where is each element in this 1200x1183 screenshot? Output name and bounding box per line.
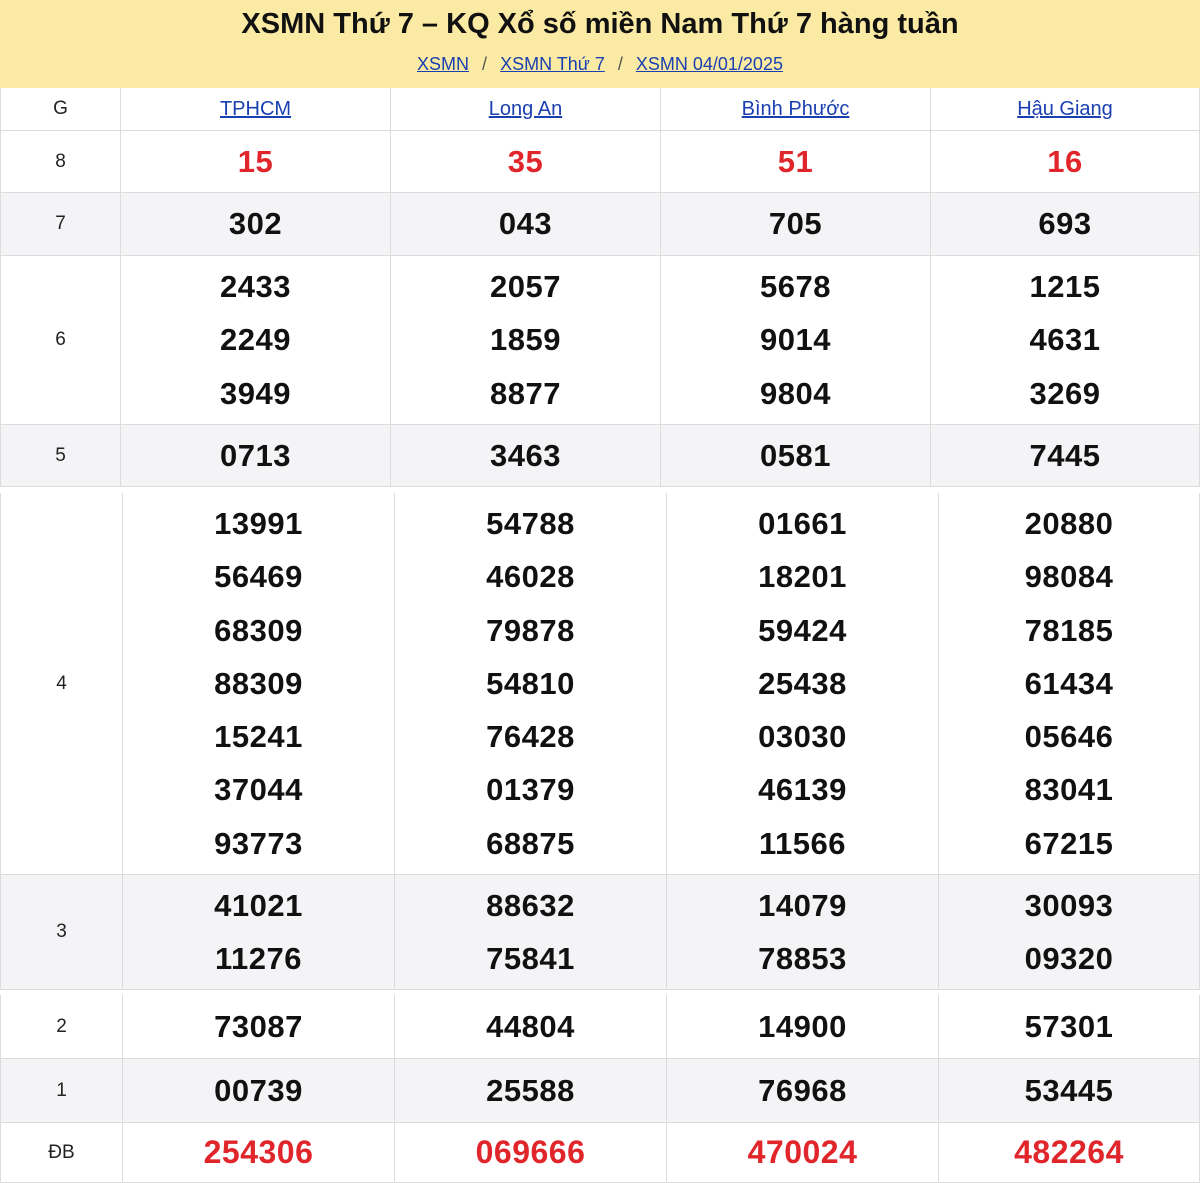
result-number: 1215 xyxy=(1029,269,1101,305)
prize-row xyxy=(0,193,1200,256)
result-cell xyxy=(938,1123,1200,1182)
result-cell xyxy=(390,193,660,255)
result-cell xyxy=(390,256,660,424)
result-cell xyxy=(660,131,930,192)
highlight-number: 254306 xyxy=(203,1133,314,1170)
result-number: 98084 xyxy=(1024,559,1114,595)
prize-label-cell xyxy=(0,875,122,989)
result-cell xyxy=(930,425,1200,486)
prize-label-cell xyxy=(0,493,122,874)
prize-label-cell xyxy=(0,1123,122,1182)
result-number: 11276 xyxy=(215,941,302,976)
result-number: 09320 xyxy=(1024,941,1114,976)
prize-label-cell xyxy=(0,1059,122,1122)
page-title: XSMN Thứ 7 – KQ Xổ số miền Nam Thứ 7 hàng tuần xyxy=(241,8,959,40)
result-cell xyxy=(122,875,394,989)
breadcrumb xyxy=(0,52,1200,76)
result-number: 54788 xyxy=(486,505,575,541)
breadcrumb-xsmn[interactable]: XSMN xyxy=(417,54,470,74)
result-number: 01379 xyxy=(486,772,575,808)
result-cell xyxy=(122,493,394,874)
result-cell xyxy=(120,131,390,192)
province-link[interactable]: Long An xyxy=(488,97,563,120)
result-number: 15241 xyxy=(214,719,303,755)
result-number: 13991 xyxy=(214,505,303,541)
result-number: 2433 xyxy=(220,269,291,305)
province-link[interactable]: TPHCM xyxy=(219,97,292,120)
result-number: 693 xyxy=(1038,206,1092,242)
result-number: 03030 xyxy=(758,719,847,755)
prize-row xyxy=(0,131,1200,193)
prize-row xyxy=(0,425,1200,487)
province-column-header xyxy=(120,88,390,130)
result-number: 79878 xyxy=(486,612,575,648)
result-cell xyxy=(120,425,390,486)
breadcrumb-xsmn-thu-7[interactable]: XSMN Thứ 7 xyxy=(500,54,605,74)
result-number: 14079 xyxy=(758,887,847,923)
result-number: 14900 xyxy=(758,1008,847,1044)
highlight-number: 35 xyxy=(507,143,544,179)
result-number: 2249 xyxy=(220,322,291,358)
result-cell xyxy=(666,1123,938,1182)
province-column-header xyxy=(390,88,660,130)
result-cell xyxy=(122,1059,394,1122)
result-number: 00739 xyxy=(214,1072,303,1108)
prize-label: ĐB xyxy=(48,1141,75,1163)
result-number: 5678 xyxy=(760,269,831,305)
result-cell xyxy=(930,193,1200,255)
breadcrumb-xsmn-date[interactable]: XSMN 04/01/2025 xyxy=(635,54,783,74)
result-number: 9014 xyxy=(760,322,831,358)
results-table xyxy=(0,88,1200,1183)
prize-label: 2 xyxy=(56,1015,67,1037)
province-column-header xyxy=(660,88,930,130)
result-cell xyxy=(666,875,938,989)
result-number: 043 xyxy=(498,206,553,242)
prize-label: 4 xyxy=(56,672,67,694)
prize-row xyxy=(0,995,1200,1059)
result-number: 56469 xyxy=(214,559,303,595)
prize-label: 3 xyxy=(56,921,67,942)
result-cell xyxy=(390,425,660,486)
highlight-number: 470024 xyxy=(747,1133,858,1170)
result-number: 46028 xyxy=(486,559,575,595)
result-cell xyxy=(666,995,938,1058)
prize-label: 1 xyxy=(56,1079,67,1101)
result-number: 7445 xyxy=(1029,437,1101,473)
result-number: 78185 xyxy=(1024,612,1114,648)
highlight-number: 069666 xyxy=(475,1133,586,1170)
prize-row xyxy=(0,256,1200,425)
prize-label-cell xyxy=(0,193,120,255)
prize-row xyxy=(0,875,1200,990)
result-cell xyxy=(390,131,660,192)
result-number: 18201 xyxy=(758,559,847,595)
result-cell xyxy=(394,1059,666,1122)
result-number: 3269 xyxy=(1029,375,1101,411)
result-number: 30093 xyxy=(1024,887,1114,923)
result-cell xyxy=(938,1059,1200,1122)
result-number: 0713 xyxy=(220,437,291,473)
highlight-number: 16 xyxy=(1047,143,1083,179)
result-number: 705 xyxy=(768,206,823,242)
result-number: 88632 xyxy=(486,887,575,923)
province-link[interactable]: Hậu Giang xyxy=(1017,97,1113,120)
page-header xyxy=(0,0,1200,88)
prize-label: 6 xyxy=(55,329,66,350)
result-number: 68309 xyxy=(214,612,303,648)
breadcrumb-separator: / xyxy=(617,54,623,74)
prize-column-header xyxy=(0,88,120,130)
highlight-number: 51 xyxy=(777,143,814,179)
result-cell xyxy=(394,995,666,1058)
result-number: 59424 xyxy=(758,612,847,648)
result-number: 57301 xyxy=(1024,1008,1114,1044)
result-cell xyxy=(660,193,930,255)
result-number: 1859 xyxy=(490,322,561,358)
province-column-header xyxy=(930,88,1200,130)
highlight-number: 482264 xyxy=(1014,1133,1124,1170)
prize-row xyxy=(0,1123,1200,1183)
result-number: 3463 xyxy=(490,437,561,473)
result-number: 46139 xyxy=(758,772,847,808)
result-number: 44804 xyxy=(486,1008,575,1044)
prize-row xyxy=(0,493,1200,875)
result-cell xyxy=(120,193,390,255)
result-number: 76968 xyxy=(758,1072,847,1108)
result-number: 4631 xyxy=(1029,322,1101,358)
result-number: 78853 xyxy=(758,941,847,976)
result-number: 8877 xyxy=(490,375,561,411)
result-cell xyxy=(394,875,666,989)
result-number: 3949 xyxy=(220,375,291,411)
result-number: 20880 xyxy=(1024,505,1114,541)
result-number: 76428 xyxy=(486,719,575,755)
prize-label: 5 xyxy=(55,444,66,466)
result-number: 25438 xyxy=(758,665,847,701)
prize-column-label: G xyxy=(53,98,68,119)
result-number: 05646 xyxy=(1024,719,1114,755)
result-number: 25588 xyxy=(486,1072,575,1108)
result-number: 61434 xyxy=(1024,665,1114,701)
result-cell xyxy=(122,1123,394,1182)
highlight-number: 15 xyxy=(237,143,274,179)
result-number: 0581 xyxy=(760,437,831,473)
result-number: 2057 xyxy=(490,269,561,305)
result-cell xyxy=(660,425,930,486)
prize-row xyxy=(0,1059,1200,1123)
result-cell xyxy=(120,256,390,424)
result-number: 9804 xyxy=(760,375,831,411)
result-cell xyxy=(394,493,666,874)
result-cell xyxy=(938,875,1200,989)
result-cell xyxy=(394,1123,666,1182)
result-cell xyxy=(938,493,1200,874)
result-number: 67215 xyxy=(1024,825,1114,861)
result-number: 93773 xyxy=(214,825,303,861)
result-number: 37044 xyxy=(214,772,303,808)
result-number: 75841 xyxy=(486,941,575,976)
prize-label-cell xyxy=(0,131,120,192)
result-cell xyxy=(938,995,1200,1058)
prize-label-cell xyxy=(0,425,120,486)
result-number: 302 xyxy=(228,206,283,242)
result-number: 68875 xyxy=(486,825,575,861)
result-number: 01661 xyxy=(758,505,847,541)
prize-label-cell xyxy=(0,995,122,1058)
result-number: 54810 xyxy=(486,665,575,701)
prize-label: 8 xyxy=(55,150,66,172)
result-number: 53445 xyxy=(1024,1072,1114,1108)
result-cell xyxy=(930,256,1200,424)
province-link[interactable]: Bình Phước xyxy=(741,97,850,120)
result-number: 11566 xyxy=(759,825,846,861)
table-header-row xyxy=(0,88,1200,131)
result-number: 41021 xyxy=(214,887,303,923)
result-number: 88309 xyxy=(214,665,303,701)
result-cell xyxy=(930,131,1200,192)
result-cell xyxy=(122,995,394,1058)
result-number: 73087 xyxy=(214,1008,303,1044)
prize-label: 7 xyxy=(55,213,66,234)
prize-label-cell xyxy=(0,256,120,424)
result-cell xyxy=(660,256,930,424)
result-number: 83041 xyxy=(1024,772,1114,808)
result-cell xyxy=(666,1059,938,1122)
breadcrumb-separator: / xyxy=(482,54,488,74)
result-cell xyxy=(666,493,938,874)
